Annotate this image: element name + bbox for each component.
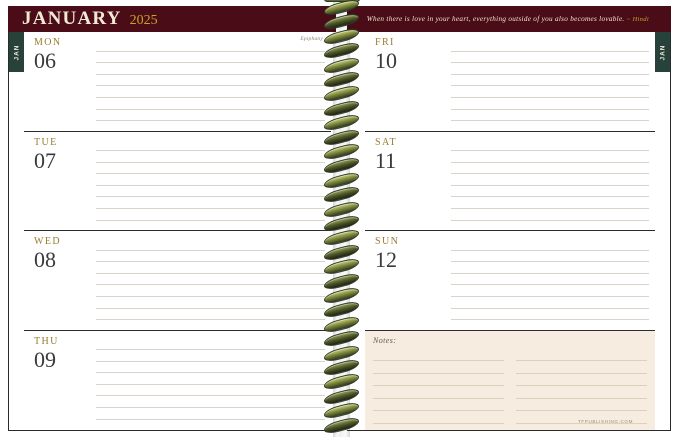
writing-line[interactable] (96, 239, 325, 251)
writing-line[interactable] (96, 251, 325, 263)
notes-line[interactable] (516, 386, 647, 399)
writing-line[interactable] (96, 163, 325, 175)
day-block-fri[interactable] (365, 32, 655, 132)
day-head-fri (375, 37, 435, 72)
header-month-group (8, 8, 257, 30)
day-number-thu: 09 (34, 346, 56, 372)
day-block-mon[interactable] (24, 32, 331, 132)
writing-line[interactable] (451, 239, 649, 251)
writing-line[interactable] (451, 251, 649, 263)
quote-text: When there is love in your heart, everything outside of you also becomes lovable. (366, 15, 625, 23)
writing-line[interactable] (451, 174, 649, 186)
writing-line[interactable] (451, 140, 649, 152)
writing-line[interactable] (451, 163, 649, 175)
writing-lines-thu[interactable] (96, 339, 325, 427)
writing-line[interactable] (96, 174, 325, 186)
writing-line[interactable] (96, 86, 325, 98)
day-name-sun: SUN (375, 236, 400, 247)
notes-line[interactable] (516, 374, 647, 387)
publisher-brand: TFPUBLISHING.COM (577, 419, 633, 424)
notes-columns (373, 349, 647, 425)
page-body (8, 32, 671, 431)
day-head-sun (375, 236, 435, 271)
day-name-sat: SAT (375, 136, 397, 148)
writing-line[interactable] (451, 75, 649, 87)
notes-block[interactable] (365, 331, 655, 431)
writing-lines-mon[interactable] (96, 40, 325, 127)
notes-label: Notes: (373, 335, 397, 345)
writing-line[interactable] (96, 52, 325, 64)
spiral-top-cap (324, 0, 360, 2)
month-tab-left-label: JAN (13, 43, 21, 61)
month-tab-right-label: JAN (659, 43, 667, 61)
day-number-sun: 12 (375, 247, 397, 272)
day-block-thu[interactable] (24, 331, 331, 431)
day-head-sat (375, 137, 435, 172)
day-name-wed: WED (34, 236, 61, 247)
day-name-fri: FRI (375, 37, 395, 48)
day-name-mon: MON (34, 37, 62, 48)
writing-line[interactable] (96, 121, 325, 131)
notes-line[interactable] (373, 399, 504, 412)
year-label: 2025 (129, 13, 158, 28)
writing-line[interactable] (451, 262, 649, 274)
writing-line[interactable] (96, 309, 325, 321)
writing-line[interactable] (96, 186, 325, 198)
writing-line[interactable] (451, 98, 649, 110)
writing-line[interactable] (96, 408, 325, 420)
quote-attribution: ~ Hindi (626, 16, 649, 23)
day-name-thu: THU (34, 335, 59, 347)
writing-line[interactable] (96, 297, 325, 309)
notes-line[interactable] (373, 361, 504, 374)
writing-line[interactable] (96, 373, 325, 385)
writing-line[interactable] (451, 197, 649, 209)
writing-line[interactable] (451, 209, 649, 221)
day-number-fri: 10 (375, 48, 397, 73)
writing-lines-tue[interactable] (96, 140, 325, 227)
writing-line[interactable] (96, 362, 325, 374)
writing-line[interactable] (96, 110, 325, 122)
writing-line[interactable] (96, 63, 325, 75)
day-number-sat: 11 (375, 147, 397, 173)
writing-line[interactable] (451, 309, 649, 321)
writing-line[interactable] (451, 297, 649, 309)
notes-line[interactable] (373, 374, 504, 387)
notes-line[interactable] (516, 349, 647, 362)
writing-lines-wed[interactable] (96, 239, 325, 326)
writing-line[interactable] (451, 52, 649, 64)
day-head-thu (34, 336, 94, 371)
writing-lines-fri[interactable] (451, 40, 649, 127)
writing-line[interactable] (96, 75, 325, 87)
writing-line[interactable] (451, 221, 649, 231)
writing-line[interactable] (96, 385, 325, 397)
writing-line[interactable] (451, 121, 649, 131)
notes-line[interactable] (516, 399, 647, 412)
writing-line[interactable] (96, 40, 325, 52)
day-block-sat[interactable] (365, 132, 655, 232)
day-head-wed (34, 236, 94, 271)
writing-line[interactable] (96, 274, 325, 286)
writing-line[interactable] (451, 110, 649, 122)
day-name-tue: TUE (34, 136, 58, 148)
writing-line[interactable] (451, 63, 649, 75)
writing-line[interactable] (96, 285, 325, 297)
writing-line[interactable] (96, 339, 325, 351)
notes-column-right[interactable] (516, 349, 647, 425)
writing-line[interactable] (96, 350, 325, 362)
day-block-wed[interactable] (24, 231, 331, 331)
day-number-mon: 06 (34, 48, 56, 73)
notes-line[interactable] (373, 386, 504, 399)
notes-column-left[interactable] (373, 349, 504, 425)
writing-line[interactable] (451, 86, 649, 98)
notes-line[interactable] (373, 411, 504, 424)
notes-line[interactable] (516, 361, 647, 374)
writing-line[interactable] (96, 98, 325, 110)
writing-line[interactable] (96, 140, 325, 152)
day-number-tue: 07 (34, 147, 56, 173)
month-tab-right (655, 32, 670, 72)
month-tab-left (9, 32, 24, 72)
header-bar (8, 6, 671, 32)
day-number-wed: 08 (34, 247, 56, 272)
writing-lines-sun[interactable] (451, 239, 649, 326)
writing-line[interactable] (451, 320, 649, 330)
day-head-tue (34, 137, 94, 172)
writing-line[interactable] (96, 262, 325, 274)
writing-line[interactable] (451, 151, 649, 163)
writing-line[interactable] (451, 40, 649, 52)
right-page-column (365, 32, 655, 430)
writing-line[interactable] (96, 197, 325, 209)
day-head-mon (34, 37, 94, 72)
writing-lines-sat[interactable] (451, 140, 649, 227)
writing-line[interactable] (96, 151, 325, 163)
header-quote (257, 15, 671, 23)
writing-line[interactable] (96, 396, 325, 408)
writing-line[interactable] (451, 274, 649, 286)
writing-line[interactable] (451, 285, 649, 297)
day-block-sun[interactable] (365, 231, 655, 331)
day-block-tue[interactable] (24, 132, 331, 232)
writing-line[interactable] (96, 209, 325, 221)
notes-line[interactable] (373, 349, 504, 362)
writing-line[interactable] (451, 186, 649, 198)
month-title: JANUARY (22, 8, 122, 29)
writing-line[interactable] (96, 420, 325, 430)
writing-line[interactable] (96, 320, 325, 330)
holiday-label-epiphany: Epiphany (300, 36, 323, 42)
left-page-column (24, 32, 331, 430)
writing-line[interactable] (96, 221, 325, 231)
